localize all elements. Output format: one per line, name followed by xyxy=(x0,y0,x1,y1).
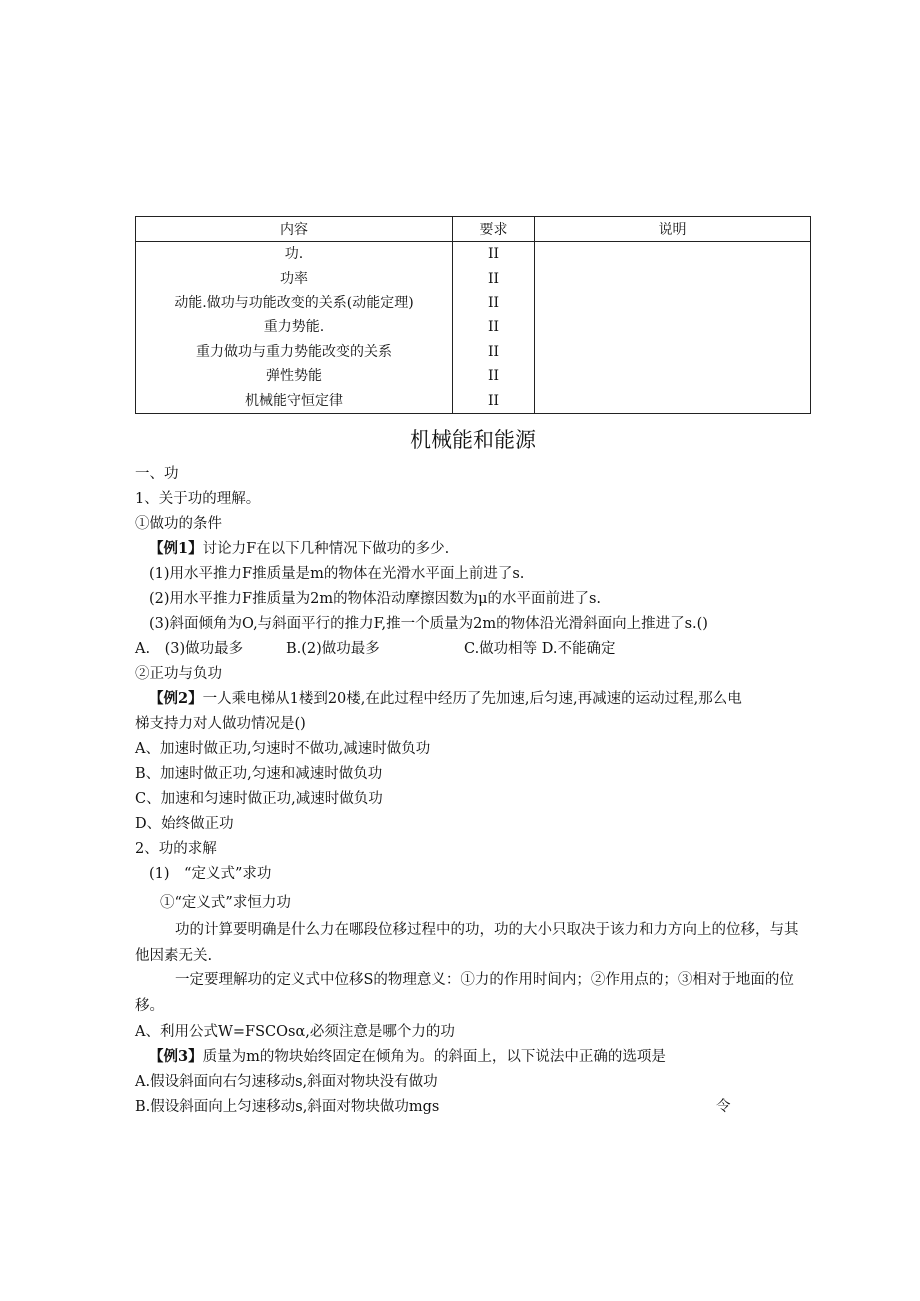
topic-heading: ①做功的条件 xyxy=(135,516,222,532)
example-1-case-3: (3)斜面倾角为O,与斜面平行的推力F,推一个质量为2m的物体沿光滑斜面向上推进了s.() xyxy=(149,616,708,632)
table-row xyxy=(136,242,811,267)
cell-req: II xyxy=(453,291,535,315)
cell-note xyxy=(535,291,811,315)
example-2-option-a: A、加速时做正功,匀速时不做功,减速时做负功 xyxy=(135,741,431,757)
cell-note xyxy=(535,364,811,388)
topic-heading: ②正功与负功 xyxy=(135,666,222,682)
header-requirement: 要求 xyxy=(453,217,535,242)
page-title: 机械能和能源 xyxy=(410,428,536,452)
example-2-tag: 【例2】 xyxy=(149,690,203,707)
cell-req: II xyxy=(453,364,535,388)
method-heading: (1) “定义式”求功 xyxy=(149,866,272,882)
example-2-option-d: D、始终做正功 xyxy=(135,816,234,832)
cell-req: II xyxy=(453,266,535,290)
subsection-heading: 1、关于功的理解。 xyxy=(135,491,261,507)
formula-note: A、利用公式W=FSCOsα,必须注意是哪个力的功 xyxy=(135,1024,455,1040)
table-header-row xyxy=(136,217,811,242)
header-content: 内容 xyxy=(136,217,453,242)
stray-mark: 令 xyxy=(716,1099,731,1115)
example-2-option-c: C、加速和匀速时做正功,减速时做负功 xyxy=(135,791,383,807)
example-2-text-cont: 梯支持力对人做功情况是() xyxy=(135,716,306,732)
cell-content: 功率 xyxy=(136,266,453,290)
cell-content: 动能.做功与功能改变的关系(动能定理) xyxy=(136,291,453,315)
cell-content: 机械能守恒定律 xyxy=(136,388,453,413)
cell-req: II xyxy=(453,315,535,339)
example-1-tag: 【例1】 xyxy=(149,540,203,557)
table-row xyxy=(136,291,811,315)
example-2-option-b: B、加速时做正功,匀速和减速时做负功 xyxy=(135,766,383,782)
cell-req: II xyxy=(453,388,535,413)
section-heading: 一、功 xyxy=(135,466,179,482)
table-row xyxy=(136,266,811,290)
example-1-text: 讨论力F在以下几种情况下做功的多少. xyxy=(202,541,450,557)
example-3-text: 质量为m的物块始终固定在倾角为。的斜面上，以下说法中正确的选项是 xyxy=(202,1049,666,1065)
cell-req: II xyxy=(453,340,535,364)
cell-note xyxy=(535,315,811,339)
example-3-tag: 【例3】 xyxy=(149,1048,203,1065)
cell-note xyxy=(535,242,811,267)
paragraph-1: 功的计算要明确是什么力在哪段位移过程中的功，功的大小只取决于该力和力方向上的位移，与其他因素无关. xyxy=(135,922,799,964)
example-1-stem xyxy=(149,539,449,559)
example-1-case-1: (1)用水平推力F推质量是m的物体在光滑水平面上前进了s. xyxy=(149,566,525,582)
method-subheading: ①“定义式”求恒力功 xyxy=(160,895,291,911)
example-2-stem xyxy=(149,689,742,709)
table-row xyxy=(136,364,811,388)
table-row xyxy=(136,315,811,339)
example-1-case-2: (2)用水平推力F推质量为2m的物体沿动摩擦因数为μ的水平面前进了s. xyxy=(149,591,602,607)
example-1-option-b: B.(2)做功最多 xyxy=(286,641,380,657)
cell-note xyxy=(535,266,811,290)
cell-note xyxy=(535,340,811,364)
table-row xyxy=(136,388,811,413)
paragraph-2: 一定要理解功的定义式中位移S的物理意义：①力的作用时间内；②作用点的；③相对于地面的位移。 xyxy=(135,972,794,1014)
table-row xyxy=(136,340,811,364)
subsection-heading: 2、功的求解 xyxy=(135,841,217,857)
cell-req: II xyxy=(453,242,535,267)
cell-note xyxy=(535,388,811,413)
cell-content: 功. xyxy=(136,242,453,267)
example-2-text: 一人乘电梯从1楼到20楼,在此过程中经历了先加速,后匀速,再减速的运动过程,那么电 xyxy=(202,691,742,707)
cell-content: 弹性势能 xyxy=(136,364,453,388)
cell-content: 重力做功与重力势能改变的关系 xyxy=(136,340,453,364)
example-3-option-a: A.假设斜面向右匀速移动s,斜面对物块没有做功 xyxy=(135,1074,438,1090)
header-note: 说明 xyxy=(535,217,811,242)
example-3-stem xyxy=(149,1047,666,1067)
requirements-table xyxy=(135,216,811,414)
example-1-option-a: A. (3)做功最多 xyxy=(135,641,244,657)
example-3-option-b: B.假设斜面向上匀速移动s,斜面对物块做功mgs xyxy=(135,1099,440,1115)
cell-content: 重力势能. xyxy=(136,315,453,339)
example-1-option-cd: C.做功相等 D.不能确定 xyxy=(464,641,616,657)
